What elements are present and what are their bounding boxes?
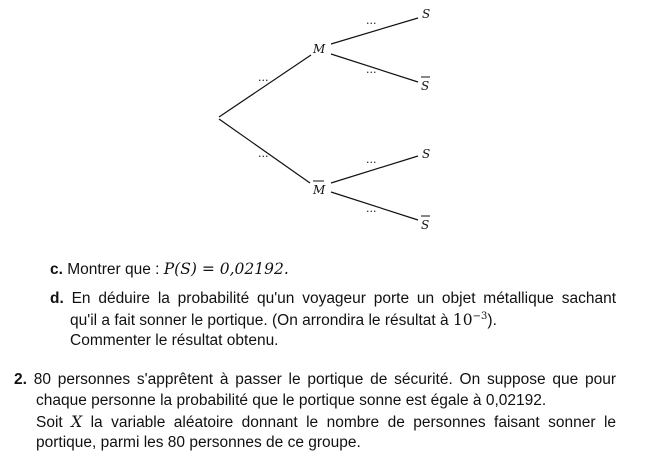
node-m-sbar: S xyxy=(421,79,430,93)
prob-root-m: ... xyxy=(258,71,269,84)
node-m: M xyxy=(313,42,326,56)
item-d-line3-text: Commenter le résultat obtenu. xyxy=(70,332,279,349)
item-d-marker: d. xyxy=(50,290,64,307)
node-mbar-s: S xyxy=(422,147,431,161)
item-d-line3 xyxy=(70,332,279,350)
item-c xyxy=(50,260,289,279)
prob-root-mbar: ... xyxy=(258,147,269,160)
item-d-line2 xyxy=(70,311,497,330)
node-mbar-sbar: S xyxy=(421,218,430,232)
prob-m-sbar: ... xyxy=(366,63,377,76)
q2-line3 xyxy=(36,413,616,432)
q2-line3-var: X xyxy=(71,413,83,431)
q2-line4 xyxy=(36,434,361,452)
item-d-line2-end: ). xyxy=(487,312,497,329)
q2-line3-start: Soit xyxy=(36,414,72,431)
item-d-line2-exp: −3 xyxy=(472,310,488,322)
item-d-line2-base: 10 xyxy=(452,311,473,329)
prob-mbar-s: ... xyxy=(366,153,377,166)
q2-line1-text: 80 personnes s'apprêtent à passer le portique de sécurité. On suppose que pour xyxy=(33,371,616,388)
prob-m-s: ... xyxy=(366,14,377,27)
node-mbar: M xyxy=(313,183,326,197)
q2-line2 xyxy=(36,392,546,410)
item-d-line1-text: En déduire la probabilité qu'un voyageur porte un objet métallique sachant xyxy=(71,290,617,307)
item-c-math: P(S) = 0,02192. xyxy=(163,260,289,278)
q2-marker: 2. xyxy=(14,371,27,388)
node-m-s: S xyxy=(422,7,431,21)
branch-root-m xyxy=(219,55,311,117)
item-d-line1 xyxy=(50,290,616,308)
item-d-line2-start: qu'il a fait sonner le portique. (On arrondira le résultat à xyxy=(70,312,453,329)
prob-mbar-sbar: ... xyxy=(366,202,377,215)
q2-line4-text: portique, parmi les 80 personnes de ce groupe. xyxy=(36,434,361,451)
item-c-text: Montrer que : xyxy=(67,261,164,278)
q2-line3-end: la variable aléatoire donnant le nombre de personnes faisant sonner le xyxy=(82,414,617,431)
item-c-marker: c. xyxy=(50,261,63,278)
q2-line2-text: chaque personne la probabilité que le portique sonne est égale à 0,02192. xyxy=(36,392,547,409)
q2-line1 xyxy=(14,371,616,389)
